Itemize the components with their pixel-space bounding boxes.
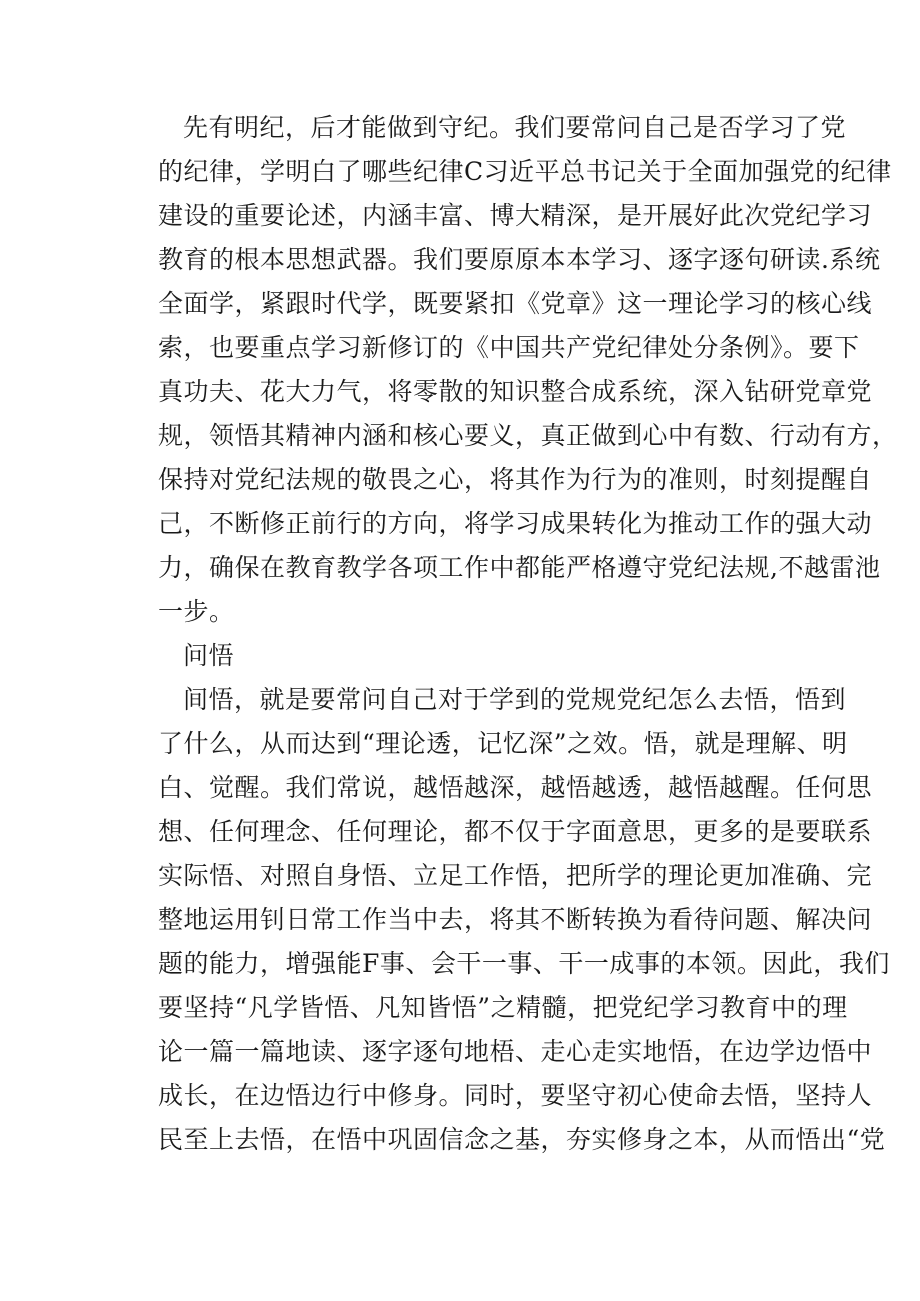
paragraph-line: 规，领悟其精神内涵和核心要义，真正做到心中有数、行动有方， xyxy=(158,421,898,450)
paragraph-line: 力，确保在教育教学各项工作中都能严格遵守党纪法规,不越雷池 xyxy=(158,553,881,582)
section-heading: 问悟 xyxy=(183,641,235,670)
paragraph-line: 真功夫、花大力气，将零散的知识整合成系统，深入钻研党章党 xyxy=(158,377,873,406)
paragraph-line: 民至上去悟，在悟中巩固信念之基，夯实修身之本，从而悟出“党 xyxy=(158,1125,886,1154)
paragraph-line: 成长，在边悟边行中修身。同时，要坚守初心使命去悟，坚持人 xyxy=(158,1081,873,1110)
paragraph-line: 要坚持“凡学皆悟、凡知皆悟”之精髓，把党纪学习教育中的理 xyxy=(158,993,848,1022)
paragraph-line: 想、任何理念、任何理论，都不仅于字面意思，更多的是要联系 xyxy=(158,817,873,846)
paragraph-line: 整地运用钊日常工作当中去，将其不断转换为看待问题、解决问 xyxy=(158,905,873,934)
paragraph-line: 全面学，紧跟时代学，既要紧扣《党章》这一理论学习的核心线 xyxy=(158,289,873,318)
paragraph-line: 保持对党纪法规的敬畏之心，将其作为行为的准则，时刻提醒自 xyxy=(158,465,873,494)
paragraph-line: 建设的重要论述，内涵丰富、博大精深，是开展好此次党纪学习 xyxy=(158,201,873,230)
paragraph-line: 先有明纪，后才能做到守纪。我们要常问自己是否学习了党 xyxy=(183,113,847,142)
paragraph-line: 一步。 xyxy=(158,597,235,626)
paragraph-line: 的纪律，学明白了哪些纪律C习近平总书记关于全面加强党的纪律 xyxy=(158,157,892,186)
paragraph-discipline-study xyxy=(158,106,898,634)
paragraph-reflection xyxy=(158,678,890,1162)
paragraph-line: 题的能力，增强能F事、会干一事、干一成事的本领。因此，我们 xyxy=(158,949,890,978)
paragraph-line: 白、觉醒。我们常说，越悟越深，越悟越透，越悟越醒。任何思 xyxy=(158,773,873,802)
paragraph-line: 间悟，就是要常问自己对于学到的党规党纪怎么去悟，悟到 xyxy=(183,685,847,714)
section-heading-block xyxy=(158,634,798,678)
paragraph-line: 论一篇一篇地读、逐字逐句地梧、走心走实地悟，在边学边悟中 xyxy=(158,1037,873,1066)
paragraph-line: 实际悟、对照自身悟、立足工作悟，把所学的理论更加准确、完 xyxy=(158,861,873,890)
paragraph-line: 教育的根本思想武器。我们要原原本本学习、逐字逐句研读.系统 xyxy=(158,245,881,274)
paragraph-line: 索，也要重点学习新修订的《中国共产党纪律处分条例》。要下 xyxy=(158,333,860,362)
paragraph-line: 了什么，从而达到“理论透，记忆深”之效。悟，就是理解、明 xyxy=(158,729,848,758)
paragraph-line: 己，不断修正前行的方向，将学习成果转化为推动工作的强大动 xyxy=(158,509,873,538)
